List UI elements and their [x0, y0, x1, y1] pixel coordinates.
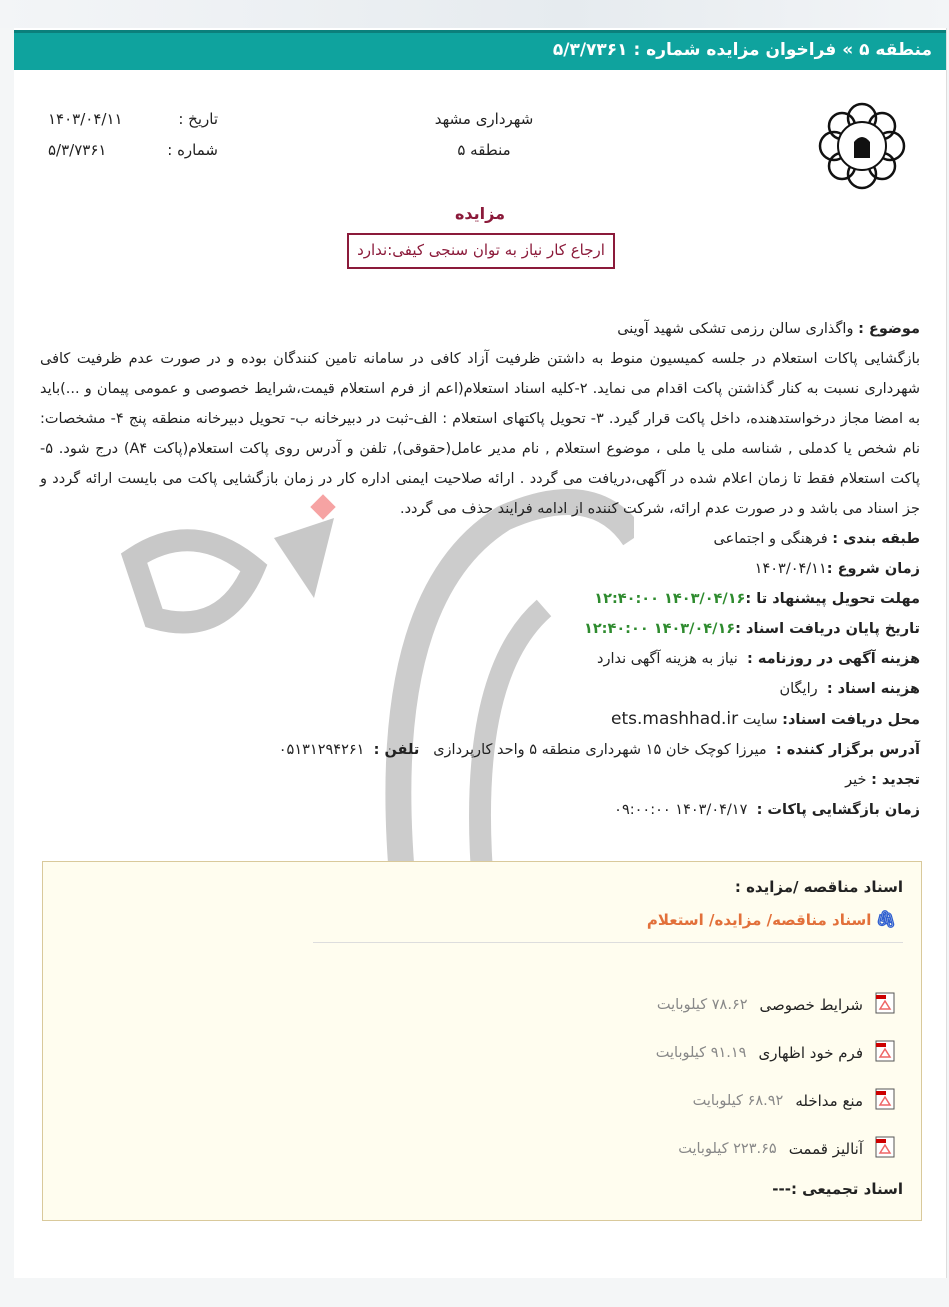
subject-value: واگذاری سالن رزمی تشکی شهید آوینی: [617, 321, 854, 337]
documents-link[interactable]: [647, 910, 897, 930]
category-label: طبقه بندی :: [832, 531, 920, 547]
pdf-icon: [875, 1088, 895, 1114]
file-item[interactable]: [656, 1040, 895, 1066]
region-name: منطقه ۵: [457, 141, 511, 159]
file-size: ۷۸.۶۲ کیلوبایت: [656, 997, 748, 1013]
deadline-label: مهلت تحویل پیشنهاد تا :: [745, 591, 920, 607]
divider: [313, 942, 903, 943]
file-name[interactable]: شرایط خصوصی: [759, 996, 863, 1014]
org-name: شهرداری مشهد: [434, 110, 534, 128]
address-label: آدرس برگزار کننده :: [775, 742, 920, 758]
doc-end-value: ۱۴۰۳/۰۴/۱۶ ۱۲:۴۰:۰۰: [583, 621, 736, 637]
documents-heading: اسناد مناقصه /مزایده :: [734, 878, 903, 896]
deadline-value: ۱۴۰۳/۰۴/۱۶ ۱۲:۴۰:۰۰: [594, 591, 746, 607]
opening-label: زمان بازگشایی پاکات :: [756, 802, 920, 818]
renewal-value: خیر: [845, 772, 867, 788]
number-label: شماره :: [167, 141, 218, 159]
notice-page: [14, 28, 947, 1278]
header-org: [404, 104, 564, 166]
file-item[interactable]: [657, 992, 895, 1018]
pdf-icon: [875, 1040, 895, 1066]
renewal-label: تجدید :: [871, 772, 920, 788]
number-value: ۵/۳/۷۳۶۱: [48, 141, 107, 159]
start-label: زمان شروع :: [826, 561, 920, 577]
opening-value: ۱۴۰۳/۰۴/۱۷ ۰۹:۰۰:۰۰: [614, 802, 748, 818]
page-title: منطقه ۵ » فراخوان مزایده شماره : ۵/۳/۷۳۶۱: [552, 40, 932, 60]
subject-label: موضوع :: [858, 321, 920, 337]
date-label: تاریخ :: [178, 110, 218, 128]
mashhad-municipality-logo: [814, 98, 910, 194]
title-bar: [14, 30, 946, 70]
category-value: فرهنگی و اجتماعی: [713, 531, 828, 547]
doc-place-prefix: سایت: [742, 712, 778, 728]
doc-cost-label: هزینه اسناد :: [826, 681, 920, 697]
file-name[interactable]: منع مداخله: [795, 1092, 863, 1110]
file-name[interactable]: آنالیز قممت: [788, 1140, 863, 1158]
documents-link-label: اسناد مناقصه/ مزایده/ استعلام: [646, 911, 872, 929]
paperclip-icon: 🖇: [875, 910, 897, 930]
doc-place-site[interactable]: ets.mashhad.ir: [611, 709, 739, 729]
pdf-icon: [875, 1136, 895, 1162]
address-value: میرزا کوچک خان ۱۵ شهرداری منطقه ۵ واحد کارپردازی: [433, 742, 767, 758]
documents-panel: [42, 861, 922, 1221]
description: بازگشایی پاکات استعلام در جلسه کمیسیون منوط به داشتن ظرفیت آزاد کافی در سامانه تامین کنندگان بوده و در صورت عدم ظرفیت کافی شهرداری نسبت به کنار گذاشتن پاکت اقدام می نماید. ۲-کلیه اسناد استعلام(اعم از فرم استعلام قیمت،شرایط خصوصی و عمومی پیمان و ...)باید به امضا مجاز درخواستدهنده، داخل پاکت قرار گیرد. ۳- تحویل پاکتهای استعلام : الف-ثبت در دبیرخانه ب- تحویل دبیرخانه منطقه پنج ۴- مشخصات: نام شخص یا کدملی , شناسه ملی یا ملی ، موضوع استعلام , نام مدیر عامل(حقوقی), تلفن و آدرس روی پاکت استعلام(پاکت A۴) درج شود. ۵- پاکت استعلام فقط تا زمان اعلام شده در آگهی،دریافت می گردد . ارائه صلاحیت ایمنی اداره کار در زمان بازگشایی پاکت می بایست ارائه گردد و جز اسناد می باشد و در صورت عدم ارائه، شرکت کننده از ادامه فرایند حذف می گردد.: [40, 351, 921, 517]
header-meta: [48, 104, 218, 166]
doc-cost-value: رایگان: [779, 681, 818, 697]
notice-body: [40, 314, 920, 825]
phone-label: تلفن :: [373, 742, 420, 758]
quality-note: ارجاع کار نیاز به توان سنجی کیفی:ندارد: [347, 233, 615, 269]
pdf-icon: [875, 992, 895, 1018]
file-size: ۹۱.۱۹ کیلوبایت: [655, 1045, 747, 1061]
file-item[interactable]: [678, 1136, 895, 1162]
doc-end-label: تاریخ پایان دریافت اسناد :: [735, 621, 920, 637]
doc-place-label: محل دریافت اسناد:: [782, 712, 920, 728]
notice-type: مزایده: [454, 204, 506, 223]
phone-value: ۰۵۱۳۱۲۹۴۲۶۱: [278, 742, 365, 758]
file-size: ۶۸.۹۲ کیلوبایت: [692, 1093, 784, 1109]
start-value: ۱۴۰۳/۰۴/۱۱: [754, 561, 827, 577]
date-value: ۱۴۰۳/۰۴/۱۱: [48, 110, 123, 128]
aggregate-docs: اسناد تجمیعی :---: [772, 1180, 903, 1198]
file-name[interactable]: فرم خود اظهاری: [758, 1044, 863, 1062]
file-size: ۲۲۳.۶۵ کیلوبایت: [678, 1141, 777, 1157]
browser-top-band: [0, 0, 949, 28]
ad-cost-label: هزینه آگهی در روزنامه :: [746, 651, 920, 667]
file-item[interactable]: [693, 1088, 895, 1114]
ad-cost-value: نیاز به هزینه آگهی ندارد: [597, 651, 738, 667]
